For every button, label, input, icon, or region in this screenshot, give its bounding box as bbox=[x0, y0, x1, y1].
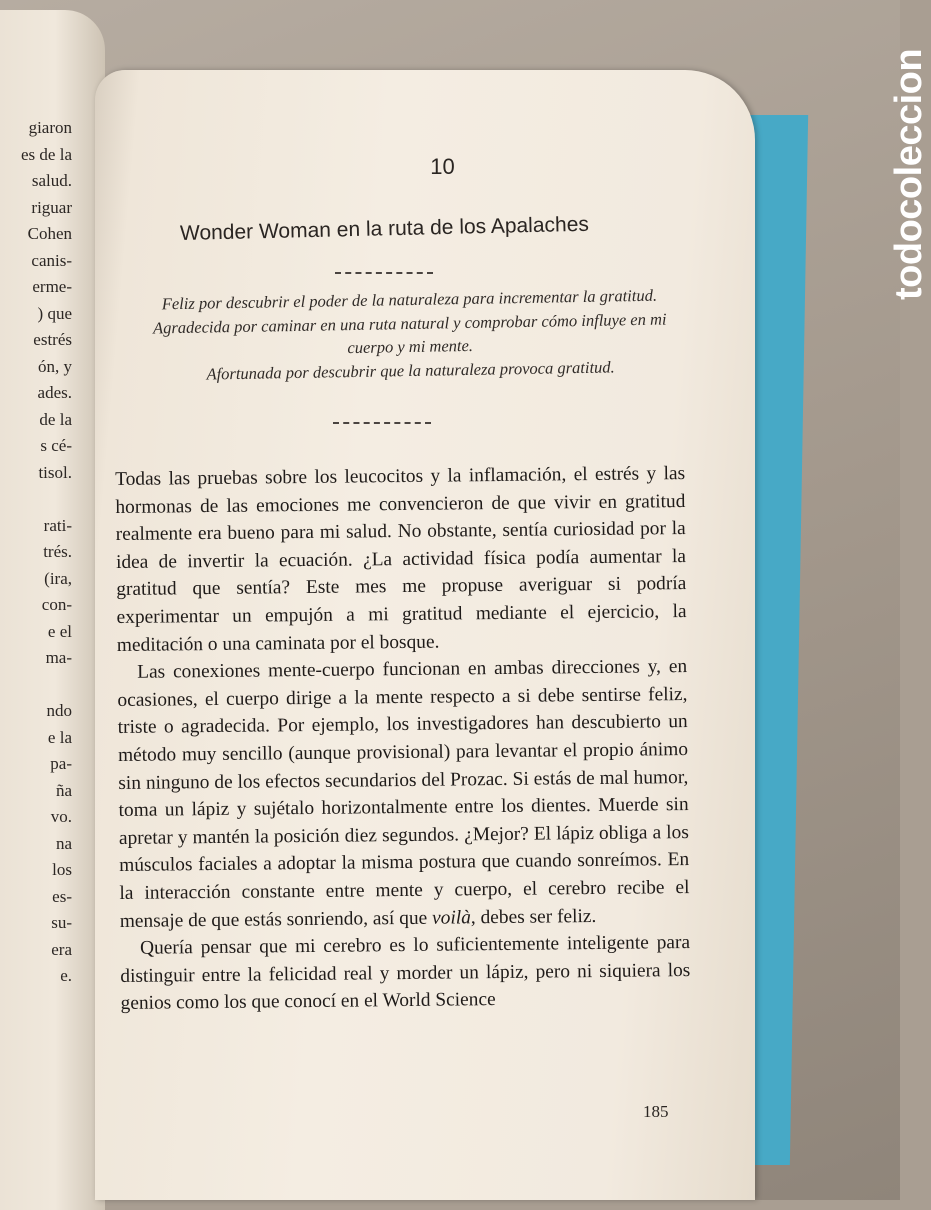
left-page-fragment: pa- bbox=[50, 754, 72, 773]
emphasis-text: voilà bbox=[431, 906, 471, 929]
left-page-fragment: de la bbox=[39, 409, 72, 429]
epigraph bbox=[149, 283, 671, 386]
left-page bbox=[0, 10, 105, 1210]
left-page-fragment: es de la bbox=[21, 144, 72, 164]
left-page-fragment bbox=[0, 486, 72, 513]
left-page-text bbox=[0, 115, 72, 990]
left-page-fragment: trés. bbox=[43, 542, 72, 561]
left-page-fragment: salud. bbox=[31, 171, 72, 190]
left-page-fragment: ón, y bbox=[38, 356, 72, 376]
left-page-fragment: erme- bbox=[32, 277, 72, 296]
left-page-fragment: na bbox=[55, 833, 72, 853]
left-page-fragment: era bbox=[51, 939, 72, 959]
left-page-fragment: ndo bbox=[46, 701, 72, 720]
left-page-fragment: giaron bbox=[28, 118, 72, 137]
paragraph: Todas las pruebas sobre los leucocitos y la inflamación, el estrés y las hormonas de las emociones me convencieron de que vivir en gratitud realmente era bueno para mi salud. No obstante, sentía curiosidad por la idea de invertir la ecuación. ¿La actividad física podía aumentar la gratitud que sentía? Este mes me propuse averiguar si podría experimentar un empujón a mi gratitud mediante el ejercicio, la meditación o una caminata por el bosque. bbox=[115, 463, 687, 656]
watermark-text: todocoleccion bbox=[888, 48, 930, 300]
left-page-fragment: e la bbox=[47, 727, 72, 747]
left-page-fragment bbox=[0, 672, 72, 699]
chapter-title: Wonder Woman en la ruta de los Apalaches bbox=[179, 212, 590, 245]
left-page-fragment: es- bbox=[52, 886, 72, 906]
paragraph bbox=[117, 653, 690, 935]
left-page-fragment: (ira, bbox=[44, 568, 72, 588]
epigraph-line: Afortunada por descubrir que la naturaleza provoca gratitud. bbox=[206, 356, 615, 384]
epigraph-line: Feliz por descubrir el poder de la naturaleza para incrementar la gratitud. bbox=[161, 285, 658, 314]
chapter-number: 10 bbox=[430, 154, 455, 179]
left-page-fragment: vo. bbox=[50, 807, 72, 826]
epigraph-divider-top bbox=[335, 272, 433, 274]
epigraph-line: Agradecida por caminar en una ruta natural y comprobar cómo influye en mi cuerpo y mi mente. bbox=[152, 309, 667, 358]
left-page-fragment: tisol. bbox=[38, 462, 72, 482]
left-page-fragment: estrés bbox=[33, 330, 72, 349]
left-page-fragment: e el bbox=[47, 621, 72, 641]
left-page-fragment: ña bbox=[55, 780, 72, 800]
left-page-fragment: s cé- bbox=[40, 436, 72, 455]
left-page-fragment: canis- bbox=[31, 250, 72, 270]
left-page-fragment: rati- bbox=[43, 515, 72, 535]
left-page-fragment: su- bbox=[51, 913, 72, 932]
left-page-fragment: con- bbox=[41, 595, 72, 614]
epigraph-divider-bottom bbox=[333, 422, 431, 424]
left-page-fragment: ades. bbox=[37, 383, 72, 402]
left-page-fragment: los bbox=[52, 860, 72, 879]
left-page-fragment: ) que bbox=[37, 303, 72, 323]
watermark-logo bbox=[848, 10, 930, 310]
paragraph: Quería pensar que mi cerebro es lo suficientemente inteligente para distinguir entre la felicidad real y morder un lápiz, pero ni siquiera los genios como los que conocí en el World Science bbox=[120, 932, 691, 1015]
right-page bbox=[95, 70, 755, 1200]
paragraph-text: Las conexiones mente-cuerpo funcionan en ambas direcciones y, en ocasiones, el cuerpo dirige a la mente respecto a si debe sentirse feliz, triste o agradecida. Por ejemplo, los investigadores han descubierto un método muy sencillo (aunque provisional) para levantar el propio ánimo sin ninguno de los efectos secundarios del Prozac. Si estás de mal humor, toma un lápiz y sujétalo horizontalmente entre los dientes. Muerde sin apretar y mantén la posición diez segundos. ¿Mejor? El lápiz obliga a los músculos faciales a adoptar la misma postura que cuando sonreímos. En la interacción constante entre mente y cuerpo, el cerebro recibe el mensaje de que estás sonriendo, así que bbox=[117, 656, 690, 932]
left-page-fragment: ma- bbox=[45, 648, 72, 667]
left-page-fragment: Cohen bbox=[27, 224, 72, 243]
body-text bbox=[115, 460, 691, 1018]
left-page-fragment: e. bbox=[60, 966, 72, 985]
page-number: 185 bbox=[643, 1102, 669, 1121]
paragraph-text: , debes ser feliz. bbox=[470, 905, 597, 928]
left-page-fragment: riguar bbox=[31, 197, 72, 217]
